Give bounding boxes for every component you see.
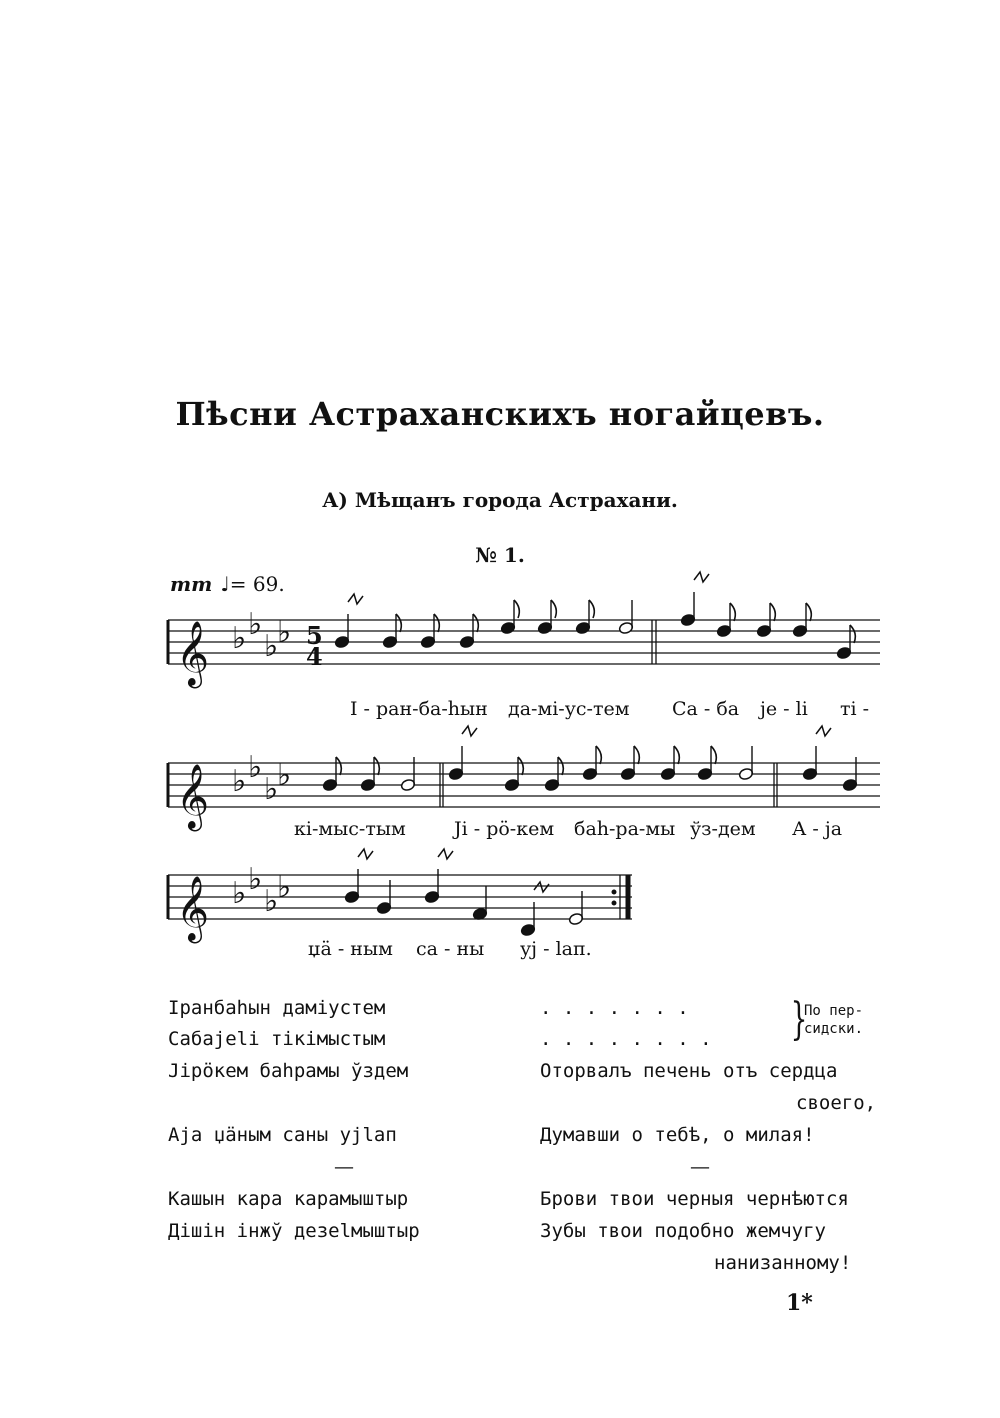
lyric-1-5: ті -: [840, 698, 870, 720]
separator-left: —: [334, 1154, 354, 1178]
note-flag: [551, 600, 556, 618]
brace-icon: }: [790, 994, 808, 1045]
tempo-value: = 69.: [229, 572, 285, 596]
brace-note-1: По пер-: [804, 1003, 864, 1019]
ornament-mark: [816, 726, 831, 736]
flat-icon: ♭: [264, 884, 279, 919]
section-heading: А) Мѣщанъ города Астрахани.: [322, 488, 678, 512]
text-right-6: нанизанному!: [714, 1252, 852, 1274]
note-flag: [434, 614, 439, 632]
note-flag: [518, 757, 523, 775]
lyric-3-2: са - ны: [416, 938, 485, 960]
separator-right: —: [690, 1154, 710, 1178]
lyric-2-3: баһ-ра-мы: [574, 818, 676, 840]
lyric-2-2: Јі - рӧ-кем: [454, 818, 555, 840]
ornament-mark: [438, 849, 453, 859]
text-left-6: Дішін інжў дезеlмыштыр: [168, 1220, 420, 1242]
lyric-3-1: џӓ - ным: [308, 938, 393, 960]
lyric-1-3: Са - ба: [672, 698, 740, 720]
page-number: 1*: [786, 1290, 813, 1316]
note-flag: [634, 746, 639, 764]
text-right-2: своего,: [796, 1092, 877, 1114]
text-left-1: Іранбаһын даміустем: [168, 997, 386, 1019]
flat-icon: ♭: [232, 876, 247, 911]
ornament-mark: [348, 594, 363, 604]
flat-icon: ♭: [248, 607, 263, 642]
lyric-1-2: да-мі-ус-тем: [508, 698, 630, 720]
text-right-1: Оторвалъ печень отъ сердца: [540, 1060, 838, 1082]
time-sig-bottom: 4: [306, 642, 323, 671]
lyric-1-1: І - ран-ба-һын: [350, 698, 488, 720]
flat-icon: ♭: [277, 758, 292, 793]
flat-icon: ♭: [277, 870, 292, 905]
note-flag: [674, 746, 679, 764]
dots-1: . . . . . . .: [540, 997, 689, 1019]
page-title: Пѣсни Астраханскихъ ногайцевъ.: [175, 395, 825, 433]
time-sig-top: 5: [306, 621, 323, 650]
note-flag: [336, 757, 341, 775]
treble-clef-icon: 𝄞: [176, 621, 210, 686]
flat-icon: ♭: [232, 621, 247, 656]
note-flag: [730, 603, 735, 621]
note-flag: [589, 600, 594, 618]
flat-icon: ♭: [264, 629, 279, 664]
ornament-mark: [534, 882, 549, 892]
note-flag: [396, 614, 401, 632]
text-left-4: Аја џӓным саны ујlап: [168, 1124, 397, 1146]
ornament-mark: [694, 572, 709, 582]
note-flag: [514, 600, 519, 618]
tempo-prefix: mm: [170, 572, 213, 596]
note-flag: [558, 757, 563, 775]
flat-icon: ♭: [248, 862, 263, 897]
text-left-5: Кашын кара карамыштыр: [168, 1188, 409, 1210]
lyric-2-4: ўз-дем: [690, 818, 756, 840]
text-left-2: Сабајеli тікімыстым: [168, 1028, 386, 1050]
note-flag: [596, 746, 601, 764]
note-flag: [473, 614, 478, 632]
lyric-2-5: А - ја: [792, 818, 843, 840]
treble-clef-icon: 𝄞: [176, 764, 210, 829]
repeat-dot: [612, 890, 616, 894]
flat-icon: ♭: [232, 764, 247, 799]
ornament-mark: [358, 849, 373, 859]
text-left-3: Јірӧкем баһрамы ўздем: [168, 1060, 409, 1082]
flat-icon: ♭: [264, 772, 279, 807]
note-flag: [770, 603, 775, 621]
music-notes: [322, 572, 857, 937]
quarter-note-icon: ♩: [220, 572, 230, 596]
ornament-mark: [462, 726, 477, 736]
song-number: № 1.: [475, 543, 525, 567]
text-right-5: Зубы твои подобно жемчугу: [540, 1220, 826, 1242]
note-flag: [850, 625, 855, 643]
dots-2: . . . . . . . .: [540, 1028, 712, 1050]
lyric-1-4: je - li: [760, 698, 808, 720]
treble-clef-icon: 𝄞: [176, 876, 210, 941]
text-right-3: Думавши о тебѣ, о милая!: [540, 1124, 815, 1146]
flat-icon: ♭: [248, 750, 263, 785]
brace-note: [804, 1002, 863, 1038]
lyric-3-3: уј - lап.: [520, 938, 592, 960]
lyric-2-1: кі-мыс-тым: [294, 818, 406, 840]
repeat-dot: [612, 901, 616, 905]
note-flag: [711, 746, 716, 764]
text-right-4: Брови твои черныя чернѣются: [540, 1188, 849, 1210]
note-flag: [806, 603, 811, 621]
note-flag: [374, 757, 379, 775]
flat-icon: ♭: [277, 615, 292, 650]
brace-note-2: сидски.: [804, 1021, 864, 1037]
